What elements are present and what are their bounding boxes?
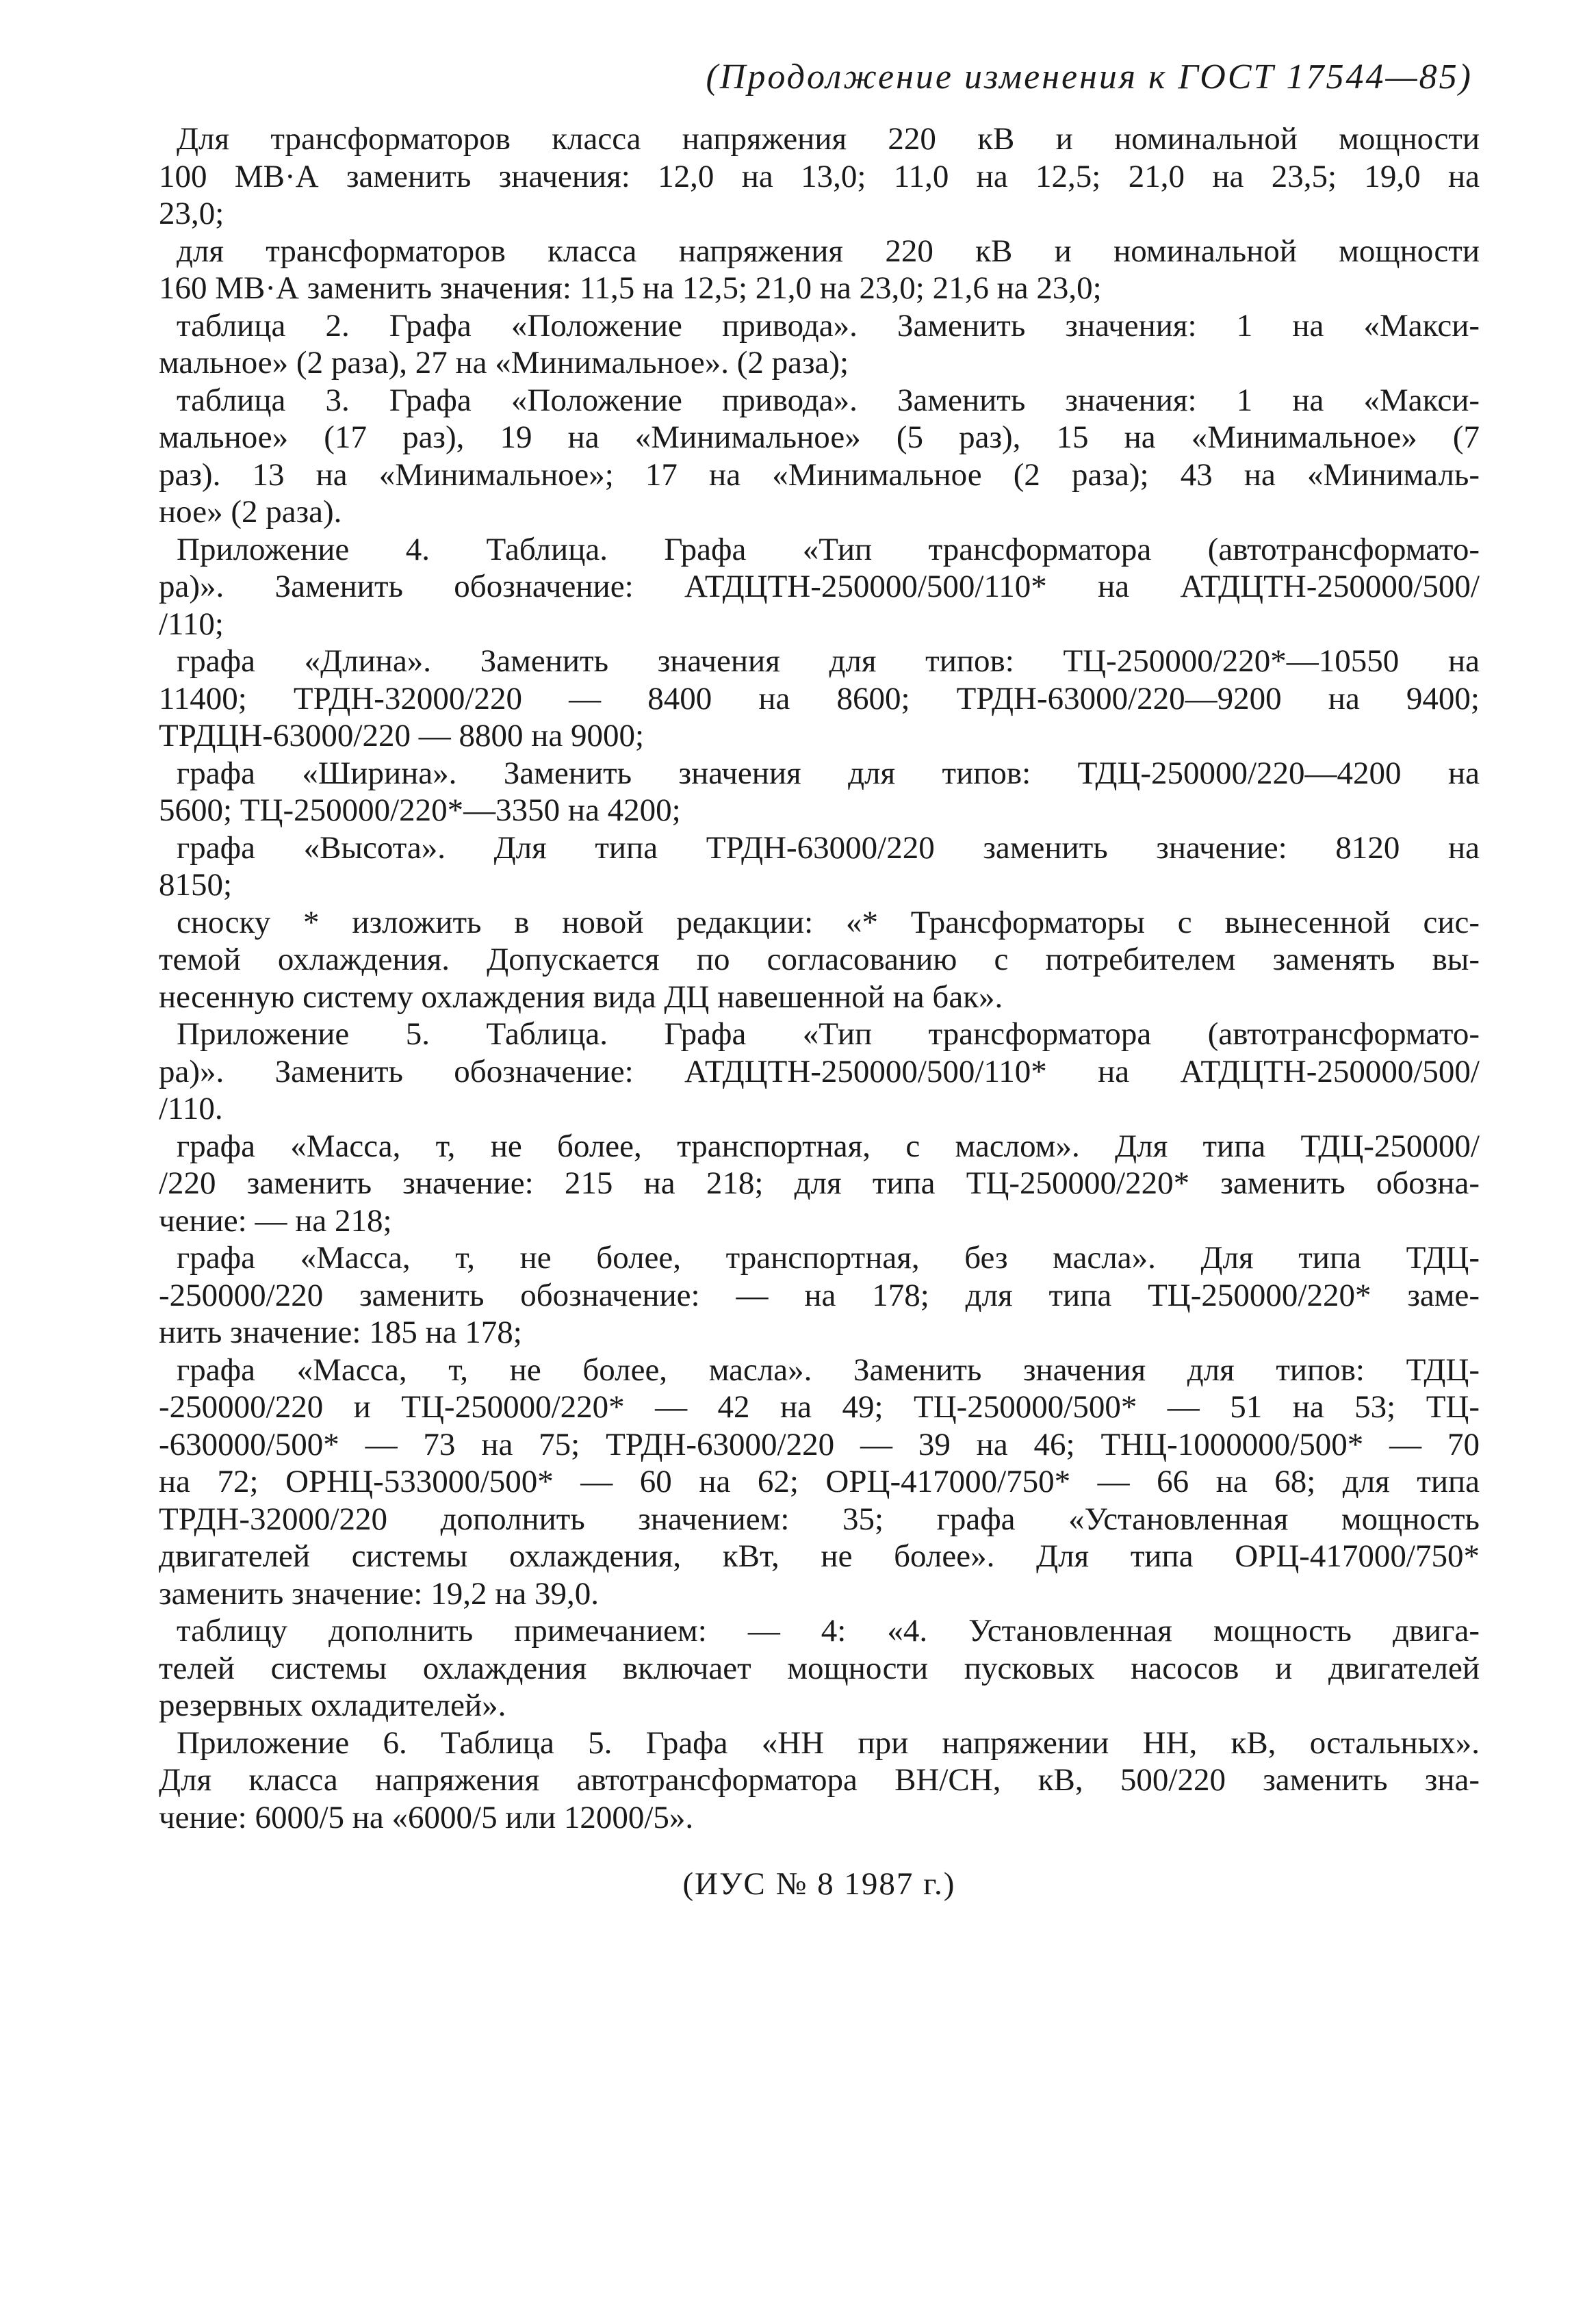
text-line: -630000/500* — 73 на 75; ТРДН-63000/220 — 39 на 46; ТНЦ-1000000/500* — 70 (159, 1426, 1480, 1462)
text-line: графа «Масса, т, не более, масла». Заменить значения для типов: ТДЦ- (177, 1352, 1480, 1388)
text-line: сноску * изложить в новой редакции: «* Трансформаторы с вынесенной сис- (177, 904, 1480, 940)
text-line: темой охлаждения. Допускается по согласованию с потребителем заменять вы- (159, 942, 1480, 977)
text-line: чение: — на 218; (159, 1202, 392, 1239)
text-line: /110; (159, 606, 224, 642)
text-line: ТРДН-32000/220 дополнить значением: 35; графа «Установленная мощность (159, 1501, 1480, 1537)
text-line: 23,0; (159, 196, 224, 231)
text-line: чение: 6000/5 на «6000/5 или 12000/5». (159, 1799, 694, 1835)
page-header: (Продолжение изменения к ГОСТ 17544—85) (706, 57, 1473, 96)
text-line: -250000/220 заменить обозначение: — на 178; для типа ТЦ-250000/220* заме- (159, 1277, 1480, 1313)
text-line: 160 МВ·А заменить значения: 11,5 на 12,5; 21,0 на 23,0; 21,6 на 23,0; (159, 270, 1102, 306)
text-line: ра)». Заменить обозначение: АТДЦТН-250000/500/110* на АТДЦТН-250000/500/ (159, 569, 1480, 604)
text-line: мальное» (17 раз), 19 на «Минимальное» (5 раз), 15 на «Минимальное» (7 (159, 419, 1480, 455)
text-line: раз). 13 на «Минимальное»; 17 на «Минимальное (2 раза); 43 на «Минималь- (159, 456, 1480, 493)
text-line: 100 МВ·А заменить значения: 12,0 на 13,0; 11,0 на 12,5; 21,0 на 23,5; 19,0 на (159, 158, 1480, 194)
text-line: 5600; ТЦ-250000/220*—3350 на 4200; (159, 792, 681, 828)
text-line: Приложение 5. Таблица. Графа «Тип трансформатора (автотрансформато- (177, 1016, 1480, 1052)
text-line: графа «Длина». Заменить значения для типов: ТЦ-250000/220*—10550 на (177, 643, 1480, 679)
text-line: /110. (159, 1091, 223, 1126)
text-line: -250000/220 и ТЦ-250000/220* — 42 на 49; ТЦ-250000/500* — 51 на 53; ТЦ- (159, 1389, 1480, 1425)
text-line: Для класса напряжения автотрансформатора ВН/СН, кВ, 500/220 заменить зна- (159, 1762, 1480, 1798)
text-line: графа «Ширина». Заменить значения для типов: ТДЦ-250000/220—4200 на (177, 755, 1480, 791)
text-line: двигателей системы охлаждения, кВт, не более». Для типа ОРЦ-417000/750* (159, 1538, 1480, 1574)
text-line: для трансформаторов класса напряжения 220 кВ и номинальной мощности (177, 233, 1480, 269)
text-line: таблица 2. Графа «Положение привода». Заменить значения: 1 на «Макси- (177, 307, 1480, 344)
text-line: ра)». Заменить обозначение: АТДЦТН-250000/500/110* на АТДЦТН-250000/500/ (159, 1053, 1480, 1089)
text-line: ТРДЦН-63000/220 — 8800 на 9000; (159, 718, 645, 753)
text-line: Для трансформаторов класса напряжения 220 кВ и номинальной мощности (177, 121, 1480, 157)
text-line: нить значение: 185 на 178; (159, 1315, 522, 1350)
text-line: 8150; (159, 867, 233, 903)
text-line: заменить значение: 19,2 на 39,0. (159, 1575, 599, 1612)
text-line: /220 заменить значение: 215 на 218; для типа ТЦ-250000/220* заменить обозна- (159, 1165, 1480, 1201)
text-line: резервных охладителей». (159, 1688, 506, 1723)
text-line: 11400; ТРДН-32000/220 — 8400 на 8600; ТРДН-63000/220—9200 на 9400; (159, 680, 1480, 716)
text-line: Приложение 6. Таблица 5. Графа «НН при напряжении НН, кВ, остальных». (177, 1725, 1480, 1761)
text-line: графа «Высота». Для типа ТРДН-63000/220 заменить значение: 8120 на (177, 829, 1480, 866)
text-line: на 72; ОРНЦ-533000/500* — 60 на 62; ОРЦ-417000/750* — 66 на 68; для типа (159, 1464, 1480, 1499)
document-body (159, 120, 1480, 1836)
text-line: ное» (2 раза). (159, 494, 342, 530)
publication-note: (ИУС № 8 1987 г.) (682, 1866, 956, 1902)
text-line: графа «Масса, т, не более, транспортная, с маслом». Для типа ТДЦ-250000/ (177, 1128, 1480, 1164)
document-page (159, 53, 1480, 1905)
text-line: несенную систему охлаждения вида ДЦ навешенной на бак». (159, 979, 1003, 1015)
text-line: телей системы охлаждения включает мощности пусковых насосов и двигателей (159, 1650, 1480, 1686)
text-line: Приложение 4. Таблица. Графа «Тип трансформатора (автотрансформато- (177, 531, 1480, 567)
text-line: мальное» (2 раза), 27 на «Минимальное». (2 раза); (159, 345, 849, 380)
text-line: таблицу дополнить примечанием: — 4: «4. Установленная мощность двига- (177, 1613, 1480, 1649)
text-line: таблица 3. Графа «Положение привода». Заменить значения: 1 на «Макси- (177, 382, 1480, 418)
text-line: графа «Масса, т, не более, транспортная, без масла». Для типа ТДЦ- (177, 1240, 1480, 1276)
